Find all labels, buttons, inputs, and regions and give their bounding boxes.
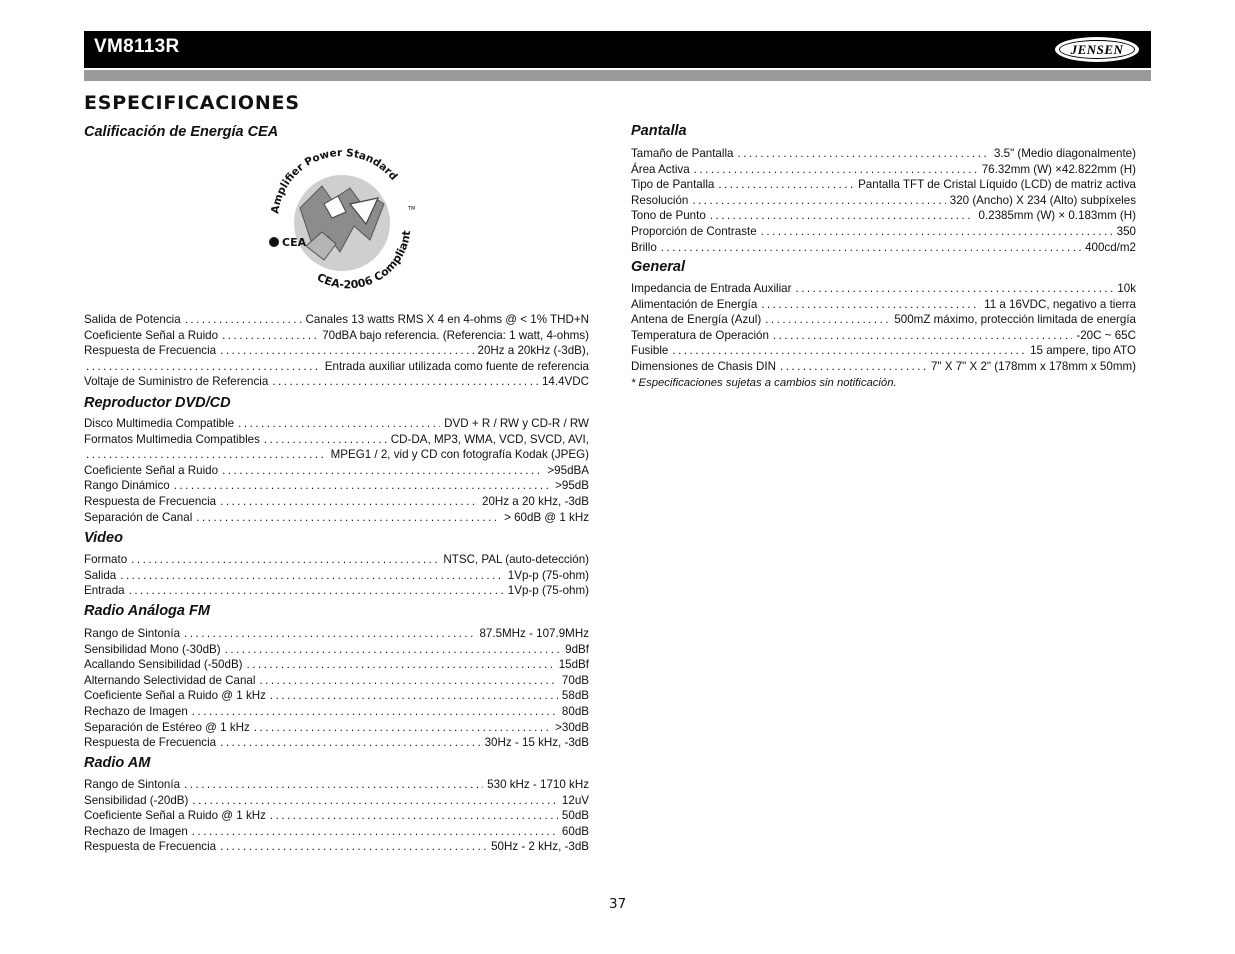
spec-row — [84, 447, 589, 463]
dot-leader — [192, 793, 558, 809]
dot-leader — [737, 146, 989, 162]
spec-value: 76.32mm (W) ×42.822mm (H) — [981, 162, 1136, 176]
dot-leader — [129, 583, 504, 599]
header-bar — [84, 31, 1151, 68]
dot-leader — [220, 343, 473, 359]
spec-label: Impedancia de Entrada Auxiliar — [631, 282, 792, 295]
spec-row — [84, 657, 589, 673]
spec-row — [631, 343, 1136, 359]
dot-leader — [84, 447, 327, 463]
spec-label: Entrada — [84, 584, 125, 598]
spec-label: Proporción de Contraste — [631, 224, 757, 238]
spec-value: 3.5" (Medio diagonalmente) — [993, 147, 1136, 160]
spec-value: >30dB — [555, 720, 589, 734]
video-specs — [84, 552, 589, 599]
spec-row — [84, 777, 589, 793]
spec-value: NTSC, PAL (auto-detección) — [443, 553, 589, 566]
spec-value: CD-DA, MP3, WMA, VCD, SVCD, AVI, — [390, 432, 589, 446]
spec-value: 60dB — [561, 824, 589, 838]
spec-value: 15 ampere, tipo ATO — [1030, 344, 1136, 358]
spec-row — [84, 552, 589, 568]
dot-leader — [661, 240, 1081, 256]
spec-value: 14.4VDC — [541, 375, 589, 389]
spec-value: 20Hz a 20kHz (-3dB), — [477, 344, 589, 358]
spec-row — [84, 312, 589, 328]
spec-row — [84, 432, 589, 448]
dot-leader — [225, 642, 562, 658]
spec-row — [631, 146, 1136, 162]
video-heading: Video — [84, 530, 123, 546]
spec-value: MPEG1 / 2, vid y CD con fotografía Kodak (JPEG) — [330, 448, 589, 462]
spec-label: Alimentación de Energía — [631, 297, 758, 311]
spec-value: Entrada auxiliar utilizada como fuente de referencia — [324, 359, 589, 373]
dot-leader — [222, 328, 318, 344]
spec-value: 350 — [1116, 224, 1136, 238]
spec-label: Formatos Multimedia Compatibles — [84, 432, 260, 446]
spec-row — [84, 808, 589, 824]
spec-value: 1Vp-p (75-ohm) — [507, 584, 589, 598]
spec-label: Rechazo de Imagen — [84, 824, 188, 838]
dot-leader — [672, 343, 1026, 359]
spec-value: 11 a 16VDC, negativo a tierra — [984, 297, 1136, 311]
spec-value: 400cd/m2 — [1085, 240, 1136, 254]
spec-row — [84, 510, 589, 526]
spec-value: 1Vp-p (75-ohm) — [507, 568, 589, 582]
spec-row — [84, 735, 589, 751]
spec-row — [84, 416, 589, 432]
pantalla-specs — [631, 146, 1136, 255]
spec-label: Coeficiente Señal a Ruido — [84, 328, 219, 342]
spec-label: Coeficiente Señal a Ruido @ 1 kHz — [84, 689, 266, 703]
spec-value: 10k — [1117, 282, 1136, 295]
spec-label: Disco Multimedia Compatible — [84, 417, 235, 430]
spec-value: 80dB — [561, 704, 589, 718]
spec-label: Separación de Canal — [84, 510, 193, 524]
page-title: ESPECIFICACIONES — [84, 92, 300, 114]
spec-row — [84, 793, 589, 809]
spec-row — [84, 583, 589, 599]
svg-text:CEA-2006 Compliant: CEA-2006 Compliant — [314, 229, 414, 292]
jensen-logo: JENSEN — [1055, 37, 1139, 62]
cea-specs — [84, 312, 589, 390]
header-divider — [84, 70, 1151, 81]
svg-text:CEA: CEA — [282, 236, 307, 249]
spec-row — [631, 177, 1136, 193]
cea-2006-logo — [262, 148, 422, 298]
spec-label: Resolución — [631, 193, 689, 207]
spec-row — [84, 824, 589, 840]
page-number: 37 — [609, 896, 627, 912]
dot-leader — [238, 416, 440, 432]
spec-value: 500mZ máximo, protección limitada de energía — [894, 313, 1136, 327]
dot-leader — [222, 463, 543, 479]
spec-value: DVD + R / RW y CD-R / RW — [444, 417, 589, 430]
dot-leader — [84, 359, 321, 375]
spec-label: Antena de Energía (Azul) — [631, 313, 762, 327]
dot-leader — [773, 328, 1072, 344]
spec-row — [84, 328, 589, 344]
spec-row — [84, 673, 589, 689]
spec-label: Rango de Sintonía — [84, 627, 181, 640]
spec-value: >95dB — [555, 479, 589, 493]
dot-leader — [184, 777, 483, 793]
spec-label: Respuesta de Frecuencia — [84, 736, 217, 750]
dot-leader — [192, 824, 558, 840]
spec-label: Tamaño de Pantalla — [631, 147, 734, 160]
spec-row — [631, 224, 1136, 240]
spec-label: Salida — [84, 568, 117, 582]
spec-value: > 60dB @ 1 kHz — [504, 510, 589, 524]
svg-text:TM: TM — [408, 206, 416, 212]
model-name: VM8113R — [94, 36, 180, 57]
spec-row — [84, 359, 589, 375]
dot-leader — [692, 193, 945, 209]
dot-leader — [270, 688, 558, 704]
spec-row — [631, 240, 1136, 256]
dot-leader — [270, 808, 558, 824]
dot-leader — [184, 626, 475, 642]
dot-leader — [765, 312, 890, 328]
dot-leader — [780, 359, 927, 375]
general-heading: General — [631, 259, 685, 275]
dot-leader — [131, 552, 439, 568]
dot-leader — [761, 297, 980, 313]
spec-row — [84, 494, 589, 510]
spec-value: 530 kHz - 1710 kHz — [487, 778, 589, 791]
spec-label: Formato — [84, 553, 128, 566]
spec-label: Rango Dinámico — [84, 479, 170, 493]
spec-value: -20C ~ 65C — [1076, 328, 1136, 342]
am-specs — [84, 777, 589, 855]
spec-label: Brillo — [631, 240, 657, 254]
spec-label: Coeficiente Señal a Ruido @ 1 kHz — [84, 809, 266, 823]
fm-specs — [84, 626, 589, 751]
dot-leader — [264, 432, 387, 448]
spec-row — [631, 297, 1136, 313]
spec-value: 12uV — [561, 793, 589, 807]
spec-label: Rechazo de Imagen — [84, 704, 188, 718]
spec-row — [84, 343, 589, 359]
spec-value: 15dBf — [558, 658, 589, 672]
dot-leader — [694, 162, 978, 178]
spec-row — [84, 839, 589, 855]
dot-leader — [795, 281, 1113, 297]
dot-leader — [272, 374, 538, 390]
spec-label: Respuesta de Frecuencia — [84, 344, 217, 358]
spec-row — [84, 720, 589, 736]
spec-label: Fusible — [631, 344, 669, 358]
spec-label: Sensibilidad Mono (-30dB) — [84, 642, 221, 656]
spec-row — [631, 328, 1136, 344]
dvd-specs — [84, 416, 589, 525]
spec-row — [631, 281, 1136, 297]
spec-label: Área Activa — [631, 162, 690, 176]
spec-value: 50Hz - 2 kHz, -3dB — [491, 840, 589, 854]
dot-leader — [192, 704, 558, 720]
spec-value: 30Hz - 15 kHz, -3dB — [484, 736, 589, 750]
dot-leader — [761, 224, 1113, 240]
spec-row — [84, 688, 589, 704]
spec-row — [84, 478, 589, 494]
spec-label: Tipo de Pantalla — [631, 178, 715, 192]
spec-value: >95dBA — [547, 463, 589, 477]
spec-label: Respuesta de Frecuencia — [84, 494, 217, 508]
dot-leader — [220, 735, 480, 751]
spec-value: 50dB — [561, 809, 589, 823]
spec-row — [631, 162, 1136, 178]
dvd-heading: Reproductor DVD/CD — [84, 395, 231, 411]
spec-value: Canales 13 watts RMS X 4 en 4-ohms @ < 1% THD+N — [305, 313, 589, 326]
spec-row — [631, 312, 1136, 328]
dot-leader — [196, 510, 500, 526]
spec-value: 320 (Ancho) X 234 (Alto) subpíxeles — [949, 193, 1136, 207]
spec-label: Temperatura de Operación — [631, 328, 769, 342]
spec-value: 0.2385mm (W) × 0.183mm (H) — [978, 209, 1136, 223]
spec-label: Separación de Estéreo @ 1 kHz — [84, 720, 250, 734]
spec-label: Rango de Sintonía — [84, 778, 181, 791]
spec-row — [84, 374, 589, 390]
spec-row — [631, 208, 1136, 224]
spec-value: Pantalla TFT de Cristal Líquido (LCD) de matriz activa — [858, 178, 1136, 192]
am-heading: Radio AM — [84, 755, 151, 771]
cea-heading: Calificación de Energía CEA — [84, 124, 279, 140]
spec-value: 87.5MHz - 107.9MHz — [479, 627, 589, 640]
spec-row — [84, 568, 589, 584]
dot-leader — [185, 312, 302, 328]
dot-leader — [254, 720, 551, 736]
dot-leader — [174, 478, 551, 494]
spec-row — [631, 193, 1136, 209]
fm-heading: Radio Análoga FM — [84, 603, 210, 619]
spec-label: Respuesta de Frecuencia — [84, 840, 217, 854]
spec-value: 9dBf — [565, 642, 589, 656]
spec-label: Alternando Selectividad de Canal — [84, 673, 256, 687]
dot-leader — [718, 177, 854, 193]
dot-leader — [220, 494, 478, 510]
spec-value: 7" X 7" X 2" (178mm x 178mm x 50mm) — [931, 359, 1136, 373]
pantalla-heading: Pantalla — [631, 123, 687, 139]
svg-text:Amplifier Power Standard: Amplifier Power Standard — [269, 148, 400, 215]
dot-leader — [120, 568, 504, 584]
spec-row — [84, 626, 589, 642]
spec-row — [84, 463, 589, 479]
spec-label: Sensibilidad (-20dB) — [84, 793, 189, 807]
spec-label: Coeficiente Señal a Ruido — [84, 463, 219, 477]
spec-label: Salida de Potencia — [84, 313, 181, 326]
footnote: * Especificaciones sujetas a cambios sin notificación. — [631, 377, 897, 389]
spec-value: 58dB — [561, 689, 589, 703]
general-specs — [631, 281, 1136, 375]
spec-label: Voltaje de Suministro de Referencia — [84, 375, 269, 389]
spec-label: Dimensiones de Chasis DIN — [631, 359, 776, 373]
spec-value: 70dB — [561, 673, 589, 687]
dot-leader — [247, 657, 555, 673]
spec-label: Acallando Sensibilidad (-50dB) — [84, 658, 243, 672]
dot-leader — [259, 673, 557, 689]
spec-row — [631, 359, 1136, 375]
spec-row — [84, 704, 589, 720]
dot-leader — [220, 839, 487, 855]
spec-value: 20Hz a 20 kHz, -3dB — [482, 494, 589, 508]
spec-label: Tono de Punto — [631, 209, 706, 223]
dot-leader — [710, 208, 975, 224]
spec-row — [84, 642, 589, 658]
spec-value: 70dBA bajo referencia. (Referencia: 1 watt, 4-ohms) — [322, 328, 589, 342]
